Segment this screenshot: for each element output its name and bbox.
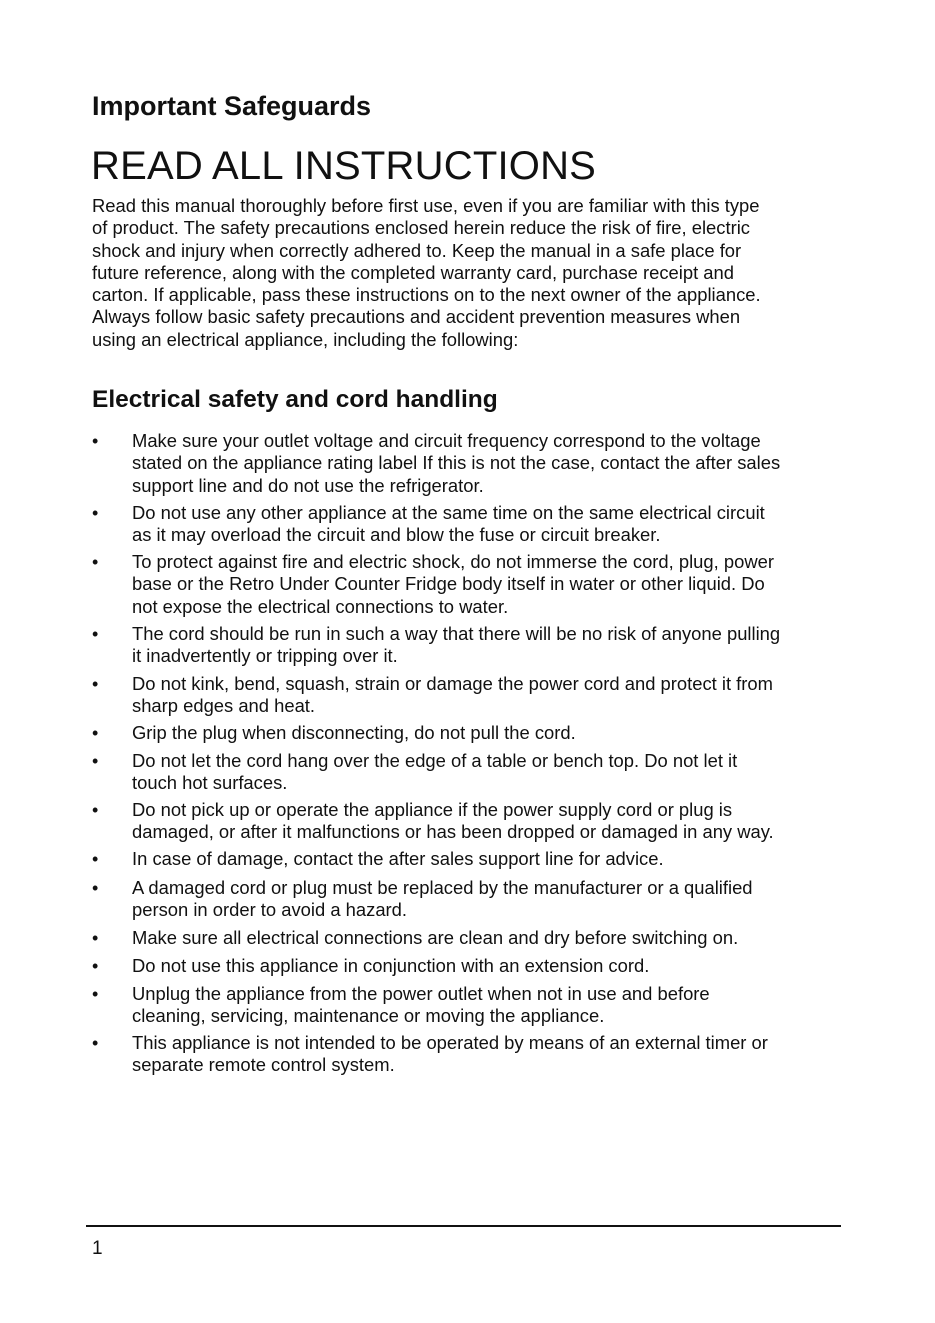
heading-read-all-instructions: READ ALL INSTRUCTIONS	[91, 144, 597, 188]
bullet-icon: •	[92, 956, 99, 976]
bullet-icon: •	[92, 552, 99, 572]
bullet-text: A damaged cord or plug must be replaced by the manufacturer or a qualified person in order to avoid a hazard.	[132, 877, 753, 921]
bullet-text: Do not pick up or operate the appliance if the power supply cord or plug is damaged, or after it malfunctions or has been dropped or damaged in any way.	[132, 799, 774, 843]
bullet-icon: •	[92, 1033, 99, 1053]
bullet-icon: •	[92, 503, 99, 523]
bullet-text: Do not kink, bend, squash, strain or damage the power cord and protect it from sharp edges and heat.	[132, 673, 773, 717]
bullet-text: Unplug the appliance from the power outlet when not in use and before cleaning, servicing, maintenance or moving the appliance.	[132, 983, 710, 1027]
bullet-icon: •	[92, 751, 99, 771]
bullet-icon: •	[92, 878, 99, 898]
bullet-text: In case of damage, contact the after sales support line for advice.	[132, 848, 664, 869]
bullet-icon: •	[92, 928, 99, 948]
bullet-text: To protect against fire and electric shock, do not immerse the cord, plug, power base or the Retro Under Counter Fridge body itself in water or other liquid. Do not expose the electrical connections to water.	[132, 551, 774, 617]
intro-paragraph: Read this manual thoroughly before first use, even if you are familiar with this type of product. The safety precautions enclosed herein reduce the risk of fire, electric shock and injury when correctly adhered to. Keep the manual in a safe place for future reference, along with the completed warranty card, purchase receipt and carton. If applicable, pass these instructions on to the next owner of the appliance. Always follow basic safety precautions and accident prevention measures when using an electrical appliance, including the following:	[92, 195, 761, 350]
bullet-icon: •	[92, 800, 99, 820]
heading-important-safeguards: Important Safeguards	[92, 91, 372, 121]
bullet-text: Grip the plug when disconnecting, do not pull the cord.	[132, 722, 576, 743]
bullet-text: The cord should be run in such a way that there will be no risk of anyone pulling it inadvertently or tripping over it.	[132, 623, 781, 667]
bullet-icon: •	[92, 849, 99, 869]
footer-divider	[86, 1225, 841, 1227]
bullet-text: Do not use this appliance in conjunction with an extension cord.	[132, 955, 650, 976]
bullet-text: This appliance is not intended to be operated by means of an external timer or separate remote control system.	[132, 1032, 768, 1076]
bullet-text: Do not let the cord hang over the edge of a table or bench top. Do not let it touch hot surfaces.	[132, 750, 738, 794]
bullet-icon: •	[92, 723, 99, 743]
bullet-icon: •	[92, 984, 99, 1004]
bullet-icon: •	[92, 431, 99, 451]
bullet-text: Make sure your outlet voltage and circuit frequency correspond to the voltage stated on the appliance rating label If this is not the case, contact the after sales support line and do not use the refrigerator.	[132, 430, 781, 496]
bullet-text: Make sure all electrical connections are clean and dry before switching on.	[132, 927, 739, 948]
heading-electrical-safety: Electrical safety and cord handling	[92, 386, 498, 413]
page-number: 1	[92, 1238, 103, 1259]
bullet-icon: •	[92, 674, 99, 694]
bullet-icon: •	[92, 624, 99, 644]
bullet-text: Do not use any other appliance at the same time on the same electrical circuit as it may overload the circuit and blow the fuse or circuit breaker.	[132, 502, 765, 546]
